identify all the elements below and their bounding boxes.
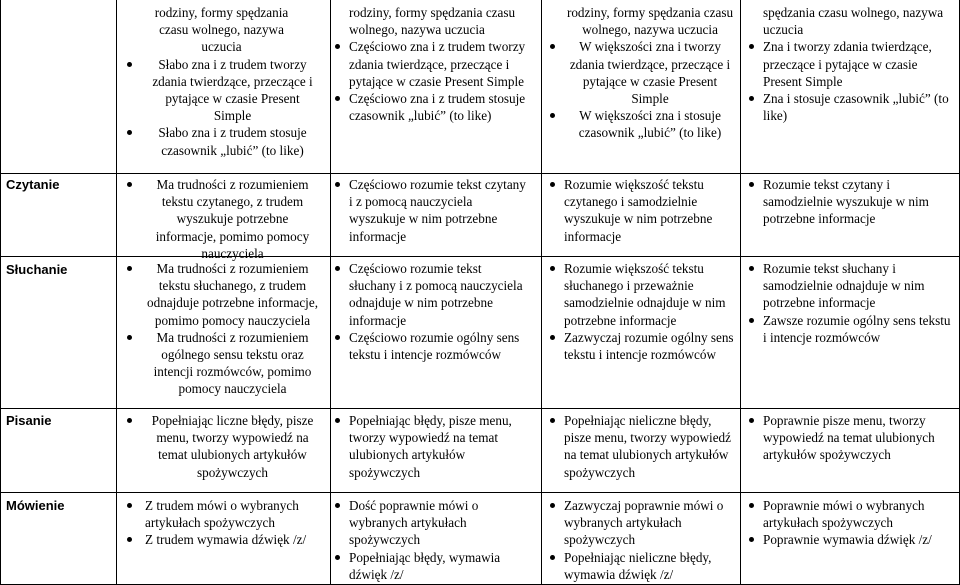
- col2-grammar-item: Częściowo zna i z trudem tworzy zdania twierdzące, przeczące i pytające w czasie Present Simple: [349, 38, 531, 90]
- col2-mowienie-cell: [349, 497, 531, 583]
- row-divider: [0, 173, 960, 174]
- column-divider: [541, 0, 542, 585]
- col4-pisanie-item: Poprawnie pisze menu, tworzy wypowiedź na temat ulubionych artykułów spożywczych: [763, 412, 953, 464]
- col1-sluchanie-item: Ma trudności z rozumieniem ogólnego sensu tekstu oraz intencji rozmówców, pomimo pomocy nauczyciela: [145, 329, 320, 398]
- table-border-left: [0, 0, 1, 585]
- col4-grammar-item: Zna i tworzy zdania twierdzące, przeczące i pytające w czasie Present Simple: [763, 38, 953, 90]
- row-label-sluchanie: Słuchanie: [6, 262, 68, 277]
- col2-top-cell: [349, 4, 531, 124]
- col3-czytanie-item: Rozumie większość tekstu czytanego i samodzielnie wyszukuje w nim potrzebne informacje: [564, 176, 736, 245]
- col3-top-cell: [564, 4, 736, 142]
- row-divider: [0, 492, 960, 493]
- column-divider: [330, 0, 331, 585]
- col4-mowienie-cell: [763, 497, 953, 549]
- column-divider: [116, 0, 117, 585]
- col1-mowienie-item: Z trudem mówi o wybranych artykułach spożywczych: [145, 497, 320, 531]
- col1-top-line: rodziny, formy spędzania: [154, 5, 289, 20]
- col2-top-text: rodziny, formy spędzania czasu wolnego, nazywa uczucia: [349, 5, 516, 38]
- col1-top-cell: [145, 4, 320, 159]
- row-label-mowienie: Mówienie: [6, 498, 65, 513]
- row-divider: [0, 256, 960, 257]
- col2-mowienie-item: Popełniając błędy, wymawia dźwięk /z/: [349, 549, 531, 583]
- col1-mowienie-cell: [145, 497, 320, 549]
- col1-mowienie-item: Z trudem wymawia dźwięk /z/: [145, 531, 320, 548]
- col2-pisanie-item: Popełniając błędy, pisze menu, tworzy wypowiedź na temat ulubionych artykułów spożywczych: [349, 412, 531, 481]
- col3-mowienie-item: Zazwyczaj poprawnie mówi o wybranych artykułach spożywczych: [564, 497, 736, 549]
- row-label-pisanie: Pisanie: [6, 413, 52, 428]
- col4-grammar-item: Zna i stosuje czasownik „lubić” (to like): [763, 90, 953, 124]
- col4-pisanie-cell: [763, 412, 953, 464]
- col1-grammar-item: Słabo zna i z trudem stosuje czasownik „lubić” (to like): [145, 124, 320, 158]
- col4-top-text: spędzania czasu wolnego, nazywa uczucia: [763, 5, 944, 38]
- col3-czytanie-cell: [564, 176, 736, 245]
- col1-grammar-item: Słabo zna i z trudem tworzy zdania twierdzące, przeczące i pytające w czasie Present Simple: [145, 56, 320, 125]
- row-label-czytanie: Czytanie: [6, 177, 60, 192]
- col4-mowienie-item: Poprawnie wymawia dźwięk /z/: [763, 531, 953, 548]
- col4-sluchanie-item: Rozumie tekst słuchany i samodzielnie odnajduje w nim potrzebne informacje: [763, 260, 953, 312]
- col4-sluchanie-cell: [763, 260, 953, 346]
- col3-pisanie-cell: [564, 412, 736, 481]
- col2-czytanie-item: Częściowo rozumie tekst czytany i z pomocą nauczyciela wyszukuje w nim potrzebne informacje: [349, 176, 531, 245]
- col2-grammar-item: Częściowo zna i z trudem stosuje czasownik „lubić” (to like): [349, 90, 531, 124]
- col2-czytanie-cell: [349, 176, 531, 245]
- col1-top-line: czasu wolnego, nazywa: [159, 22, 284, 38]
- col3-mowienie-item: Popełniając nieliczne błędy, wymawia dźwięk /z/: [564, 549, 736, 583]
- col3-mowienie-cell: [564, 497, 736, 583]
- col3-grammar-item: W większości zna i tworzy zdania twierdzące, przeczące i pytające w czasie Present Simple: [564, 38, 736, 107]
- row-divider: [0, 408, 960, 409]
- col4-czytanie-cell: [763, 176, 953, 228]
- col4-top-cell: [763, 4, 953, 124]
- col3-grammar-item: W większości zna i stosuje czasownik „lubić” (to like): [564, 107, 736, 141]
- col3-pisanie-item: Popełniając nieliczne błędy, pisze menu, tworzy wypowiedź na temat ulubionych artykułów spożywczych: [564, 412, 736, 481]
- col1-pisanie-item: Popełniając liczne błędy, pisze menu, tworzy wypowiedź na temat ulubionych artykułów spożywczych: [145, 412, 320, 481]
- col1-czytanie-item: Ma trudności z rozumieniem tekstu czytanego, z trudem wyszukuje potrzebne informacje, pomimo pomocy nauczyciela: [145, 176, 320, 262]
- col2-mowienie-item: Dość poprawnie mówi o wybranych artykułach spożywczych: [349, 497, 531, 549]
- col2-sluchanie-item: Częściowo rozumie ogólny sens tekstu i intencje rozmówców: [349, 329, 531, 363]
- col1-sluchanie-item: Ma trudności z rozumieniem tekstu słuchanego, z trudem odnajduje potrzebne informacje, pomimo pomocy nauczyciela: [147, 261, 318, 328]
- col4-sluchanie-item: Zawsze rozumie ogólny sens tekstu i intencje rozmówców: [763, 312, 953, 346]
- col2-sluchanie-item: Częściowo rozumie tekst słuchany i z pomocą nauczyciela odnajduje w nim potrzebne informacje: [349, 260, 531, 329]
- col2-pisanie-cell: [349, 412, 531, 481]
- column-divider: [740, 0, 741, 585]
- col1-sluchanie-cell: [145, 260, 320, 398]
- col4-mowienie-item: Poprawnie mówi o wybranych artykułach spożywczych: [763, 497, 953, 531]
- col3-sluchanie-item: Rozumie większość tekstu słuchanego i przeważnie samodzielnie odnajduje w nim potrzebne informacje: [564, 260, 736, 329]
- col3-sluchanie-item: Zazwyczaj rozumie ogólny sens tekstu i intencje rozmówców: [564, 329, 736, 363]
- col1-top-line: uczucia: [201, 39, 242, 55]
- col1-pisanie-cell: [145, 412, 320, 481]
- col3-sluchanie-cell: [564, 260, 736, 363]
- col4-czytanie-item: Rozumie tekst czytany i samodzielnie wyszukuje w nim potrzebne informacje: [763, 176, 953, 228]
- col1-czytanie-cell: [145, 176, 320, 262]
- col2-sluchanie-cell: [349, 260, 531, 363]
- col3-top-text: rodziny, formy spędzania czasu wolnego, nazywa uczucia: [566, 5, 734, 38]
